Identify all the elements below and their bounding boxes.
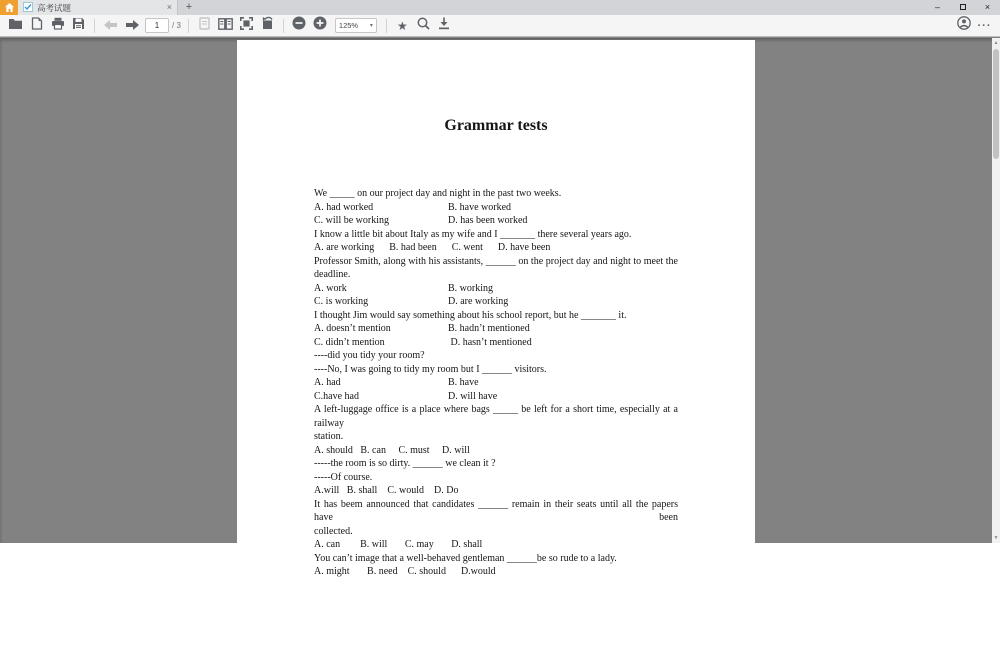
doc-line (314, 390, 678, 404)
option-cell: D. will have (448, 390, 498, 402)
tab-favicon-icon (23, 2, 33, 14)
bookmark-star-icon: ★ (397, 18, 408, 33)
tab-title: 高考试题 (37, 2, 72, 13)
forward-icon (125, 17, 139, 35)
doc-line (314, 322, 678, 336)
doc-line: station. (314, 431, 344, 442)
toolbar-separator (188, 19, 189, 33)
scroll-down-icon[interactable]: ▼ (993, 535, 999, 541)
account-icon (957, 16, 971, 35)
option-cell: A. work (314, 282, 347, 294)
more-options-icon: ··· (977, 19, 992, 32)
doc-line (314, 295, 678, 309)
option-cell: A. had worked (314, 201, 374, 213)
toolbar-separator (94, 19, 95, 33)
doc-line: You can’t image that a well-behaved gentleman ______be so rude to a lady. (314, 552, 617, 564)
doc-line (314, 336, 678, 350)
window-controls (925, 0, 1000, 15)
doc-line (314, 376, 678, 390)
new-tab-button[interactable]: + (185, 1, 193, 13)
option-cell: D. are working (448, 296, 509, 307)
toolbar (0, 15, 1000, 37)
option-cell: A. had (314, 377, 341, 388)
doc-line: ----No, I was going to tidy my room but I ______ visitors. (314, 363, 547, 375)
two-page-view-button[interactable] (215, 17, 236, 35)
page-number-input[interactable] (145, 18, 169, 33)
download-icon (438, 17, 450, 35)
save-button[interactable] (68, 17, 89, 35)
home-button[interactable] (0, 0, 18, 15)
option-cell: B. hadn’t mentioned (448, 323, 530, 334)
restore-icon (960, 4, 966, 10)
scroll-up-icon[interactable]: ▲ (993, 40, 999, 46)
option-cell: C.have had (314, 390, 359, 402)
document-title: Grammar tests (444, 117, 548, 134)
back-icon (104, 17, 118, 35)
single-page-icon (199, 17, 210, 35)
fit-page-button[interactable] (236, 17, 257, 35)
option-cell: D. has been worked (448, 215, 528, 226)
option-cell: B. have (448, 377, 479, 388)
print-icon (51, 17, 65, 35)
open-folder-icon (8, 17, 23, 35)
doc-line: A left-luggage office is a place where bags _____ be left for a short time, especially at a railway (314, 404, 681, 429)
more-options-button[interactable] (974, 17, 995, 35)
toolbar-separator (386, 19, 387, 33)
doc-line (314, 282, 678, 296)
print-button[interactable] (47, 17, 68, 35)
save-icon (72, 17, 85, 35)
doc-line: It has beem announced that candidates ______ remain in their seats until all the papers have been (314, 498, 681, 523)
toolbar-separator (283, 19, 284, 33)
doc-line: collected. (314, 525, 353, 537)
single-page-button[interactable] (194, 17, 215, 35)
document-lines (237, 187, 755, 579)
doc-line: Professor Smith, along with his assistants, ______ on the project day and night to meet the (314, 255, 678, 267)
restore-button[interactable] (950, 0, 975, 15)
search-button[interactable] (413, 17, 434, 35)
scrollbar-thumb[interactable] (993, 49, 999, 159)
doc-line: I know a little bit about Italy as my wife and I _______ there several years ago. (314, 228, 632, 240)
option-cell: A. doesn’t mention (314, 323, 391, 334)
browser-tab[interactable] (18, 0, 178, 15)
doc-line: We _____ on our project day and night in the past two weeks. (314, 188, 562, 199)
rotate-page-icon (261, 17, 274, 35)
back-button[interactable] (100, 17, 121, 35)
page-count-label: / 3 (172, 21, 181, 30)
doc-line: A. can B. will C. may D. shall (314, 539, 483, 550)
doc-line: A. might B. need C. should D.would (314, 566, 496, 577)
tab-bar (0, 0, 1000, 15)
zoom-level-select[interactable] (335, 18, 377, 33)
document-viewport[interactable] (0, 38, 1000, 577)
new-document-button[interactable] (26, 17, 47, 35)
option-cell: B. working (448, 282, 493, 294)
account-button[interactable] (953, 17, 974, 35)
option-cell: B. have worked (448, 201, 512, 213)
option-cell: D. hasn’t mentioned (448, 336, 532, 348)
open-file-button[interactable] (5, 17, 26, 35)
vertical-scrollbar[interactable] (992, 38, 1000, 543)
close-button[interactable]: × (984, 2, 991, 12)
doc-line: I thought Jim would say something about his school report, but he _______ it. (314, 309, 627, 321)
zoom-out-icon (292, 16, 306, 35)
bookmark-button[interactable] (392, 17, 413, 35)
doc-line: deadline. (314, 269, 351, 280)
doc-line: -----the room is so dirty. ______ we clean it ? (314, 458, 496, 469)
zoom-out-button[interactable] (289, 17, 310, 35)
option-cell: C. will be working (314, 215, 389, 226)
two-page-view-icon (218, 17, 233, 35)
zoom-level-value: 125% (338, 21, 359, 30)
rotate-page-button[interactable] (257, 17, 278, 35)
pdf-page (237, 40, 755, 660)
doc-line: A. are working B. had been C. went D. have been (314, 242, 551, 253)
doc-line: A.will B. shall C. would D. Do (314, 485, 459, 496)
option-cell: C. is working (314, 296, 369, 307)
doc-line (314, 214, 678, 228)
search-icon (417, 17, 430, 35)
doc-line: -----Of course. (314, 471, 373, 483)
new-document-icon (31, 17, 43, 35)
zoom-in-button[interactable] (310, 17, 331, 35)
doc-line: ----did you tidy your room? (314, 350, 425, 361)
caret-down-icon: ▾ (369, 23, 373, 29)
forward-button[interactable] (121, 17, 142, 35)
toolbar-right-group (953, 17, 995, 35)
doc-line (314, 201, 678, 215)
minimize-button[interactable]: – (934, 2, 940, 12)
tab-close-icon[interactable]: × (166, 2, 172, 12)
download-button[interactable] (434, 17, 455, 35)
zoom-in-icon (313, 16, 327, 35)
doc-line: A. should B. can C. must D. will (314, 444, 470, 456)
fit-page-icon (240, 17, 253, 35)
option-cell: C. didn’t mention (314, 336, 385, 348)
